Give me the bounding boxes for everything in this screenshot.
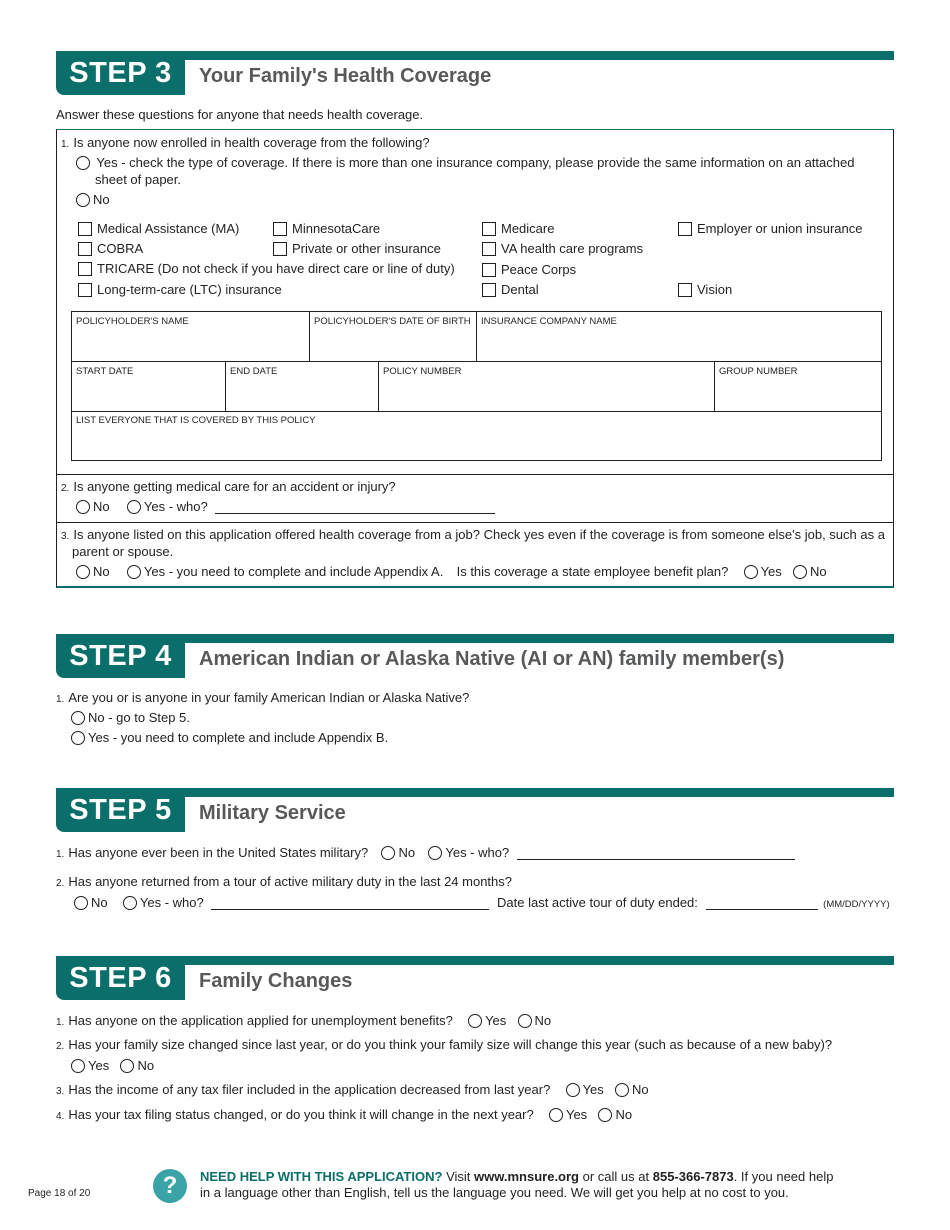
step6-badge: STEP 6 — [56, 956, 185, 1000]
checkbox-label: Long-term-care (LTC) insurance — [97, 282, 282, 297]
no-label: No - go to Step 5. — [88, 710, 190, 725]
q-text: Is anyone listed on this application offered health coverage from a job? Check yes even if the coverage is from someone else's job, such as a — [73, 527, 885, 542]
help-line-2: in a language other than English, tell us the language you need. We will get you help at no cost to you. — [200, 1185, 789, 1200]
divider — [56, 522, 894, 523]
yes-label: Yes — [760, 564, 782, 579]
who-input[interactable] — [517, 845, 795, 860]
state-no-radio[interactable] — [793, 565, 807, 579]
policyholder-dob-field[interactable] — [309, 311, 477, 362]
field-label: START DATE — [76, 366, 134, 377]
yes-radio[interactable] — [127, 500, 141, 514]
checkbox-label: MinnesotaCare — [292, 221, 381, 236]
step4-q1 — [56, 690, 469, 705]
checkbox-tricare[interactable] — [78, 261, 455, 276]
q-text: Has anyone on the application applied for unemployment benefits? — [68, 1013, 453, 1028]
checkbox[interactable] — [78, 222, 92, 236]
q1-yes-label-2: sheet of paper. — [95, 172, 182, 187]
field-label: INSURANCE COMPANY NAME — [481, 316, 617, 327]
q-number: 4. — [56, 1111, 65, 1122]
checkbox[interactable] — [78, 242, 92, 256]
checkbox-label: Private or other insurance — [292, 241, 441, 256]
step5-q1 — [56, 845, 795, 860]
yes-label: Yes - who? — [139, 895, 204, 910]
q-text: Is anyone getting medical care for an accident or injury? — [73, 479, 396, 494]
yes-label: Yes — [565, 1107, 588, 1122]
divider — [56, 474, 894, 475]
step4-title: American Indian or Alaska Native (AI or AN) family member(s) — [199, 648, 785, 670]
step6-q4 — [56, 1107, 632, 1122]
field-label: POLICYHOLDER'S DATE OF BIRTH — [314, 316, 471, 327]
who-input[interactable] — [215, 499, 495, 514]
no-radio[interactable] — [615, 1083, 629, 1097]
q3-question — [61, 527, 885, 542]
checkbox-label: Medicare — [501, 221, 555, 236]
q1-yes-option[interactable] — [76, 155, 854, 170]
checkbox[interactable] — [78, 283, 92, 297]
field-label: POLICY NUMBER — [383, 366, 462, 377]
help-question-icon: ? — [153, 1169, 187, 1203]
no-label: No — [615, 1107, 633, 1122]
page-number: Page 18 of 20 — [28, 1188, 91, 1199]
no-radio[interactable] — [71, 711, 85, 725]
step6-q1 — [56, 1013, 551, 1028]
checkbox-vision[interactable] — [678, 282, 732, 297]
step3-intro: Answer these questions for anyone that needs health coverage. — [56, 107, 424, 122]
q3-text-2: parent or spouse. — [72, 544, 174, 559]
checkbox-va[interactable] — [482, 241, 643, 256]
field-label: POLICYHOLDER'S NAME — [76, 316, 189, 327]
insurance-company-field[interactable] — [476, 311, 882, 362]
help-heading: NEED HELP WITH THIS APPLICATION? — [200, 1169, 443, 1184]
q-number: 1. — [56, 694, 65, 705]
start-date-field[interactable] — [71, 361, 226, 412]
no-label: No — [93, 499, 110, 514]
who-input[interactable] — [211, 895, 489, 910]
step6-q2-options — [71, 1058, 154, 1073]
q-text: Has the income of any tax filer included in the application decreased from last year? — [68, 1082, 551, 1097]
group-number-field[interactable] — [714, 361, 882, 412]
help-website-link[interactable]: www.mnsure.org — [474, 1169, 579, 1184]
checkbox-label: VA health care programs — [501, 241, 644, 256]
checkbox-dental[interactable] — [482, 282, 539, 297]
no-radio[interactable] — [598, 1108, 612, 1122]
step4-yes-option[interactable] — [71, 730, 388, 745]
no-radio[interactable] — [76, 565, 90, 579]
yes-radio[interactable] — [71, 1059, 85, 1073]
checkbox-label: Employer or union insurance — [697, 221, 863, 236]
yes-label: Yes - who? — [445, 845, 510, 860]
checkbox[interactable] — [482, 263, 496, 277]
yes-radio[interactable] — [468, 1014, 482, 1028]
step5-q2 — [56, 874, 512, 889]
no-label: No — [91, 895, 108, 910]
q-text: Is anyone now enrolled in health coverage from the following? — [73, 135, 430, 150]
policyholder-name-field[interactable] — [71, 311, 310, 362]
field-label: LIST EVERYONE THAT IS COVERED BY THIS POLICY — [76, 415, 316, 426]
step5-title: Military Service — [199, 802, 346, 824]
date-format-hint: (MM/DD/YYYY) — [823, 899, 890, 910]
yes-label: Yes - you need to complete and include Appendix A. — [143, 564, 444, 579]
no-label: No — [632, 1082, 649, 1097]
help-phone[interactable]: 855-366-7873 — [652, 1169, 734, 1184]
help-rest: . If you need help — [733, 1169, 834, 1184]
no-label: No — [534, 1013, 552, 1028]
no-radio[interactable] — [74, 896, 88, 910]
no-label: No — [93, 564, 110, 579]
q-text: Are you or is anyone in your family American Indian or Alaska Native? — [68, 690, 470, 705]
yes-label: Yes — [485, 1013, 507, 1028]
yes-radio[interactable] — [549, 1108, 563, 1122]
checkbox-medicare[interactable] — [482, 221, 554, 236]
state-yes-radio[interactable] — [744, 565, 758, 579]
no-label: No — [810, 564, 827, 579]
checkbox-private[interactable] — [273, 241, 441, 256]
yes-radio[interactable] — [123, 896, 137, 910]
q3-options — [76, 564, 827, 579]
date-label: Date last active tour of duty ended: — [497, 895, 698, 910]
no-radio[interactable] — [76, 500, 90, 514]
yes-radio[interactable] — [76, 156, 90, 170]
covered-persons-field[interactable] — [71, 411, 882, 461]
q-text: Has your tax filing status changed, or do you think it will change in the next year? — [68, 1107, 534, 1122]
no-radio[interactable] — [518, 1014, 532, 1028]
checkbox[interactable] — [482, 222, 496, 236]
no-label: No — [93, 192, 110, 207]
yes-radio[interactable] — [428, 846, 442, 860]
no-radio[interactable] — [76, 193, 90, 207]
checkbox-employer[interactable] — [678, 221, 862, 236]
q-number: 1. — [61, 139, 70, 150]
no-label: No — [137, 1058, 155, 1073]
checkbox-ma[interactable] — [78, 221, 239, 236]
q-number: 1. — [56, 1017, 65, 1028]
step5-badge: STEP 5 — [56, 788, 185, 832]
field-label: GROUP NUMBER — [719, 366, 798, 377]
checkbox-label: Dental — [501, 282, 539, 297]
checkbox[interactable] — [678, 222, 692, 236]
q-number: 2. — [56, 1041, 65, 1052]
yes-radio[interactable] — [71, 731, 85, 745]
step6-title: Family Changes — [199, 970, 353, 992]
q-number: 1. — [56, 849, 65, 860]
checkbox-label: Medical Assistance (MA) — [97, 221, 240, 236]
date-input[interactable] — [706, 895, 818, 910]
q-number: 3. — [56, 1086, 65, 1097]
checkbox-label: COBRA — [97, 241, 144, 256]
step6-q3 — [56, 1082, 649, 1097]
q-number: 2. — [61, 483, 70, 494]
checkbox-minnesotacare[interactable] — [273, 221, 380, 236]
policy-number-field[interactable] — [378, 361, 715, 412]
date-ended-group — [497, 895, 890, 910]
checkbox[interactable] — [482, 242, 496, 256]
yes-label: Yes - you need to complete and include Appendix B. — [88, 730, 389, 745]
yes-label: Yes — [88, 1058, 110, 1073]
q-number: 3. — [61, 531, 70, 542]
help-visit: Visit — [446, 1169, 471, 1184]
checkbox[interactable] — [678, 283, 692, 297]
q1-question — [61, 135, 430, 150]
step3-title: Your Family's Health Coverage — [199, 65, 492, 87]
yes-label: Yes - who? — [143, 499, 208, 514]
yes-label: Yes — [582, 1082, 604, 1097]
help-call: or call us at — [582, 1169, 650, 1184]
checkbox-peace-corps[interactable] — [482, 262, 576, 277]
yes-radio[interactable] — [127, 565, 141, 579]
end-date-field[interactable] — [225, 361, 379, 412]
checkbox[interactable] — [273, 222, 287, 236]
checkbox-ltc[interactable] — [78, 282, 282, 297]
checkbox-label: Vision — [697, 282, 733, 297]
q2-question — [61, 479, 396, 494]
yes-radio[interactable] — [566, 1083, 580, 1097]
checkbox-label: TRICARE (Do not check if you have direct care or line of duty) — [97, 261, 455, 276]
q-number: 2. — [56, 878, 65, 889]
no-label: No — [398, 845, 416, 860]
q-text: Has your family size changed since last year, or do you think your family size will change this year (such as because of a new baby)? — [68, 1037, 833, 1052]
q-text: Has anyone returned from a tour of active military duty in the last 24 months? — [68, 874, 513, 889]
checkbox[interactable] — [482, 283, 496, 297]
no-radio[interactable] — [381, 846, 395, 860]
step3-badge: STEP 3 — [56, 51, 185, 95]
no-radio[interactable] — [120, 1059, 134, 1073]
checkbox[interactable] — [78, 262, 92, 276]
step5-q2-options — [74, 895, 489, 910]
field-label: END DATE — [230, 366, 278, 377]
checkbox-cobra[interactable] — [78, 241, 143, 256]
step4-no-option[interactable] — [71, 710, 190, 725]
help-line-1 — [200, 1169, 833, 1184]
step6-q2 — [56, 1037, 832, 1052]
step4-badge: STEP 4 — [56, 634, 185, 678]
q-text: Has anyone ever been in the United States military? — [68, 845, 369, 860]
q2-options — [76, 499, 495, 514]
state-plan-question: Is this coverage a state employee benefit plan? — [456, 564, 729, 579]
q1-no-option[interactable] — [76, 192, 110, 207]
q1-yes-label-1: Yes - check the type of coverage. If there is more than one insurance company, please provide the same information on an attached — [96, 155, 855, 170]
checkbox-label: Peace Corps — [501, 262, 577, 277]
checkbox[interactable] — [273, 242, 287, 256]
